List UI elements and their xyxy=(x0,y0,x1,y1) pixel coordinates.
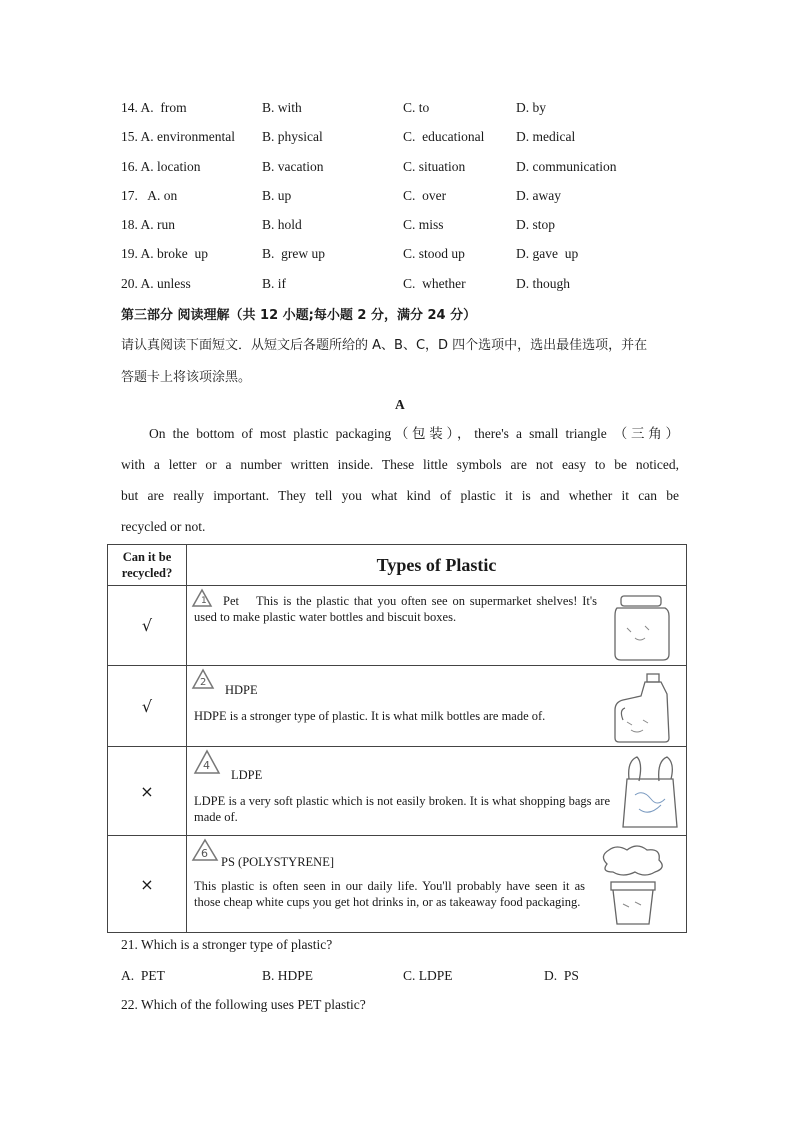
plastic-types-table xyxy=(107,544,687,933)
option-a: 20. A. unless xyxy=(121,276,191,291)
option-a: 16. A. location xyxy=(121,159,201,174)
option-b: B. physical xyxy=(262,129,323,144)
plastic-jar-drawing xyxy=(607,592,677,664)
table-row xyxy=(108,747,687,836)
option-d: D. stop xyxy=(516,217,556,232)
option-row-20 xyxy=(121,276,721,296)
plastic-cell xyxy=(187,747,687,836)
plastic-description: HDPE is a stronger type of plastic. It is what milk bottles are made of. xyxy=(194,709,546,723)
passage-label: A xyxy=(395,397,405,412)
option-c: C. to xyxy=(403,100,430,115)
option-row-18 xyxy=(121,217,721,237)
plastic-cell xyxy=(187,836,687,933)
option-a: 15. A. environmental xyxy=(121,129,235,144)
option-a: 19. A. broke up xyxy=(121,246,208,261)
option-c: C. educational xyxy=(403,129,485,144)
recycle-triangle-icon xyxy=(193,749,221,775)
recycle-code: 2 xyxy=(200,677,207,688)
option-b: B. if xyxy=(262,276,287,291)
option-c: C. LDPE xyxy=(403,968,453,983)
option-d: D. communication xyxy=(516,159,617,174)
recycle-code: 1 xyxy=(201,596,207,606)
instruction-line-2: 答题卡上将该项涂黑。 xyxy=(121,370,252,385)
plastic-description: This plastic is often seen in our daily life. You'll probably have seen it as those cheap white cups you get hot drinks in, or as takeaway food packaging. xyxy=(194,879,585,909)
recyclable-column-header: Can it be recycled? xyxy=(108,545,187,586)
option-b: B. hold xyxy=(262,217,302,232)
option-d: D. PS xyxy=(544,968,579,983)
option-b: B. with xyxy=(262,100,302,115)
instruction-line-1: 请认真阅读下面短文．从短文后各题所给的 A、B、C，D 四个选项中，选出最佳选项，并在 xyxy=(121,338,648,353)
passage-line: recycled or not. xyxy=(121,519,206,534)
option-d: D. away xyxy=(516,188,561,203)
table-row xyxy=(108,586,687,666)
recyclable-mark: × xyxy=(108,747,187,836)
recyclable-mark: √ xyxy=(108,586,187,666)
recycle-code: 6 xyxy=(201,847,208,860)
passage-line: but are really important. They tell you what kind of plastic it is and whether it can be xyxy=(121,488,679,503)
recycle-triangle-icon xyxy=(191,668,215,690)
option-row-14 xyxy=(121,100,721,120)
recyclable-mark: × xyxy=(108,836,187,933)
question-21: 21. Which is a stronger type of plastic? xyxy=(121,937,333,952)
option-c: C. miss xyxy=(403,217,444,232)
option-c: C. whether xyxy=(403,276,466,291)
types-column-header: Types of Plastic xyxy=(187,545,687,586)
option-d: D. by xyxy=(516,100,546,115)
shopping-bag-drawing xyxy=(619,751,681,833)
option-c: C. stood up xyxy=(403,246,465,261)
foam-cup-drawing xyxy=(595,842,671,928)
option-a: 18. A. run xyxy=(121,217,175,232)
plastic-name: LDPE xyxy=(231,768,263,782)
option-c: C. situation xyxy=(403,159,466,174)
recyclable-mark: √ xyxy=(108,666,187,747)
table-row xyxy=(108,836,687,933)
plastic-name: Pet xyxy=(223,594,239,608)
option-b: B. grew up xyxy=(262,246,325,261)
option-a: 14. A. from xyxy=(121,100,187,115)
option-c: C. over xyxy=(403,188,447,203)
plastic-cell xyxy=(187,586,687,666)
milk-bottle-drawing xyxy=(607,670,679,744)
plastic-name: HDPE xyxy=(225,683,258,697)
option-a: A. PET xyxy=(121,968,165,983)
recycle-code: 4 xyxy=(203,759,210,772)
passage-line: On the bottom of most plastic packaging（包装），there's a small triangle （三角） xyxy=(149,426,679,441)
option-row-17 xyxy=(121,188,721,208)
section-title: 第三部分 阅读理解（共 12 小题;每小题 2 分，满分 24 分） xyxy=(121,308,477,323)
question-21-options xyxy=(121,968,681,988)
plastic-description: LDPE is a very soft plastic which is not easily broken. It is what shopping bags are made of. xyxy=(194,794,610,824)
option-b: B. up xyxy=(262,188,292,203)
table-row xyxy=(108,666,687,747)
option-row-16 xyxy=(121,159,721,179)
option-row-19 xyxy=(121,246,721,266)
option-d: D. gave up xyxy=(516,246,579,261)
plastic-cell xyxy=(187,666,687,747)
plastic-name: PS (POLYSTYRENE] xyxy=(221,855,334,869)
option-d: D. though xyxy=(516,276,570,291)
option-a: 17. A. on xyxy=(121,188,178,203)
plastic-description: This is the plastic that you often see on supermarket shelves! It's used to make plastic water bottles and biscuit boxes. xyxy=(194,594,597,624)
recycle-triangle-icon xyxy=(191,838,219,862)
option-d: D. medical xyxy=(516,129,576,144)
question-22: 22. Which of the following uses PET plastic? xyxy=(121,997,366,1012)
option-row-15 xyxy=(121,129,721,149)
option-b: B. vacation xyxy=(262,159,324,174)
passage-paragraph xyxy=(121,418,679,542)
passage-line: with a letter or a number written inside. These little symbols are not easy to be noticed, xyxy=(121,457,679,472)
option-b: B. HDPE xyxy=(262,968,314,983)
